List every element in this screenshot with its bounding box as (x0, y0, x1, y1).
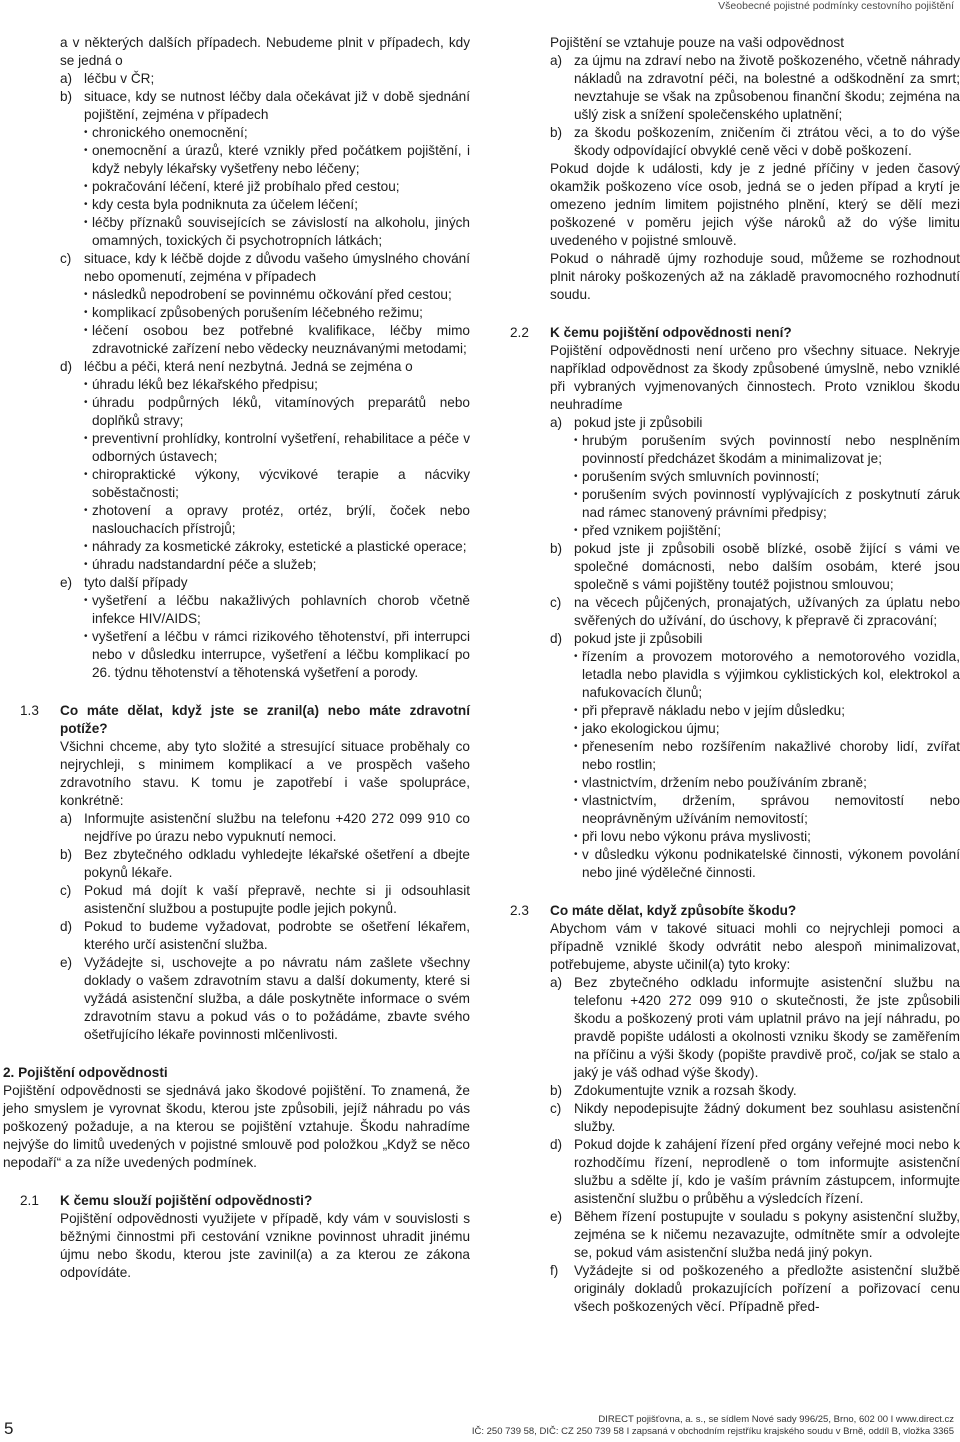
list-item: e) Vyžádejte si, uschovejte a po návratu nám zašlete všechny doklady o vašem zdravotním stavu a další dokumenty, které si vyžádá asistenční služba, a dále poskytněte informace o svém zdravotním stavu a pokud vás o to požádáme, zbavte svého ošetřujícího lékaře povinnosti mlčenlivosti. (60, 955, 470, 1042)
section-heading: K čemu slouží pojištění odpovědnosti? (60, 1193, 313, 1208)
bullet-item: • vyšetření a léčbu v rámci rizikového těhotenství, při interrupci nebo v důsledku interrupce, vyšetření a léčbu komplikací po 26. týdnu těhotenství a těhotenská vyšetření a porody. (60, 628, 470, 682)
list-item: c) situace, kdy k léčbě dojde z důvodu vašeho úmyslného chování nebo opomenutí, zejména v případech • následků nepodrobení se povinnému očkování před cestou; • komplikací způsobených porušením léčebného režimu; • léčení osobou bez potřebné kvalifikace, léčby mimo zdravotnické zařízení nebo vědecky neuznávanými metodami; (60, 250, 470, 358)
bullet-item: • v důsledku výkonu podnikatelské činnosti, výkonem povolání nebo jiné výdělečné činnosti. (550, 846, 960, 882)
list-item: a) pokud jste ji způsobili • hrubým porušením svých povinností nebo nesplněním povinností předcházet škodám a minimalizovat je; • porušením svých smluvních povinností; • porušením svých povinností vyplývajících z poskytnutí záruk nad rámec stanovený právními předpisy; • před vznikem pojištění; (550, 414, 960, 540)
list-item: d) Pokud to budeme vyžadovat, podrobte se ošetření lékařem, kterého určí asistenční služba. (60, 919, 470, 952)
section-number: 2.3 (510, 903, 529, 918)
list-item: b) Zdokumentujte vznik a rozsah škody. (550, 1083, 797, 1098)
running-header: Všeobecné pojistné podmínky cestovního pojištění (718, 0, 954, 12)
bullet-item: • onemocnění a úrazů, které vznikly před počátkem pojištění, i když nebyly lékařsky vyšetřeny nebo léčeny; (60, 142, 470, 178)
bullet-item: • kdy cesta byla podniknuta za účelem léčení; (60, 196, 470, 214)
section-text: Pojištění odpovědnosti není určeno pro všechny situace. Nekryje například odpovědnost za škody způsobené úmyslně, nebo vzniklé při vybraných vyjmenovaných činnostech. Proto vzniklou škodu neuhradíme (550, 343, 960, 412)
list-item: c) Pokud má dojít k vaší přepravě, nechte si ji odsouhlasit asistenční službou a postupujte podle jejich pokynů. (60, 883, 470, 916)
exclusion-list (60, 70, 470, 682)
footer-line: DIRECT pojišťovna, a. s., se sídlem Nové sady 996/25, Brno, 602 00 I www.direct.cz (598, 1414, 954, 1425)
bullet-item: • komplikací způsobených porušením léčebného režimu; (60, 304, 470, 322)
bullet-item: • vyšetření a léčbu nakažlivých pohlavních chorob včetně infekce HIV/AIDS; (60, 592, 470, 628)
list-item: e) Během řízení postupujte v souladu s pokyny asistenční služby, zejména se k ničemu nezavazujte, odmítněte smír a odvolejte se, pokud vám asistenční služba nedá jiný pokyn. (550, 1209, 960, 1260)
bullet-item: • úhradu nadstandardní péče a služeb; (60, 556, 470, 574)
bullet-item: • náhrady za kosmetické zákroky, estetické a plastické operace; (60, 538, 470, 556)
list-item: a) Informujte asistenční službu na telefonu +420 272 099 910 co nejdříve po úrazu nebo vypuknutí nemoci. (60, 811, 470, 844)
page-footer (0, 1406, 960, 1442)
section-heading: Co máte dělat, když způsobíte škodu? (550, 903, 797, 918)
bullet-item: • léčení osobou bez potřebné kvalifikace, léčby mimo zdravotnické zařízení nebo vědecky neuznávanými metodami; (60, 322, 470, 358)
section-heading: 2. Pojištění odpovědnosti (3, 1065, 168, 1080)
intro-paragraph: a v některých dalších případech. Nebudeme plnit v případech, kdy se jedná o (60, 35, 470, 68)
section-text: Abychom vám v takové situaci mohli co nejrychleji pomoci a případně vzniklé škody odvrátit nebo alespoň minimalizovat, potřebujeme, abyste učinil(a) tyto kroky: (550, 921, 960, 972)
section-2-2 (510, 324, 960, 882)
bullet-item: • preventivní prohlídky, kontrolní vyšetření, rehabilitace a péče v odborných ústavech; (60, 430, 470, 466)
section-number: 2.2 (510, 325, 529, 340)
section-heading: K čemu pojištění odpovědnosti není? (550, 325, 792, 340)
bullet-item: • porušením svých povinností vyplývajících z poskytnutí záruk nad rámec stanovený právními předpisy; (550, 486, 960, 522)
bullet-item: • úhradu podpůrných léků, vitamínových preparátů nebo doplňků stravy; (60, 394, 470, 430)
bullet-item: • léčby příznaků souvisejících se závislostí na alkoholu, jiných omamných, toxických či psychotropních látkách; (60, 214, 470, 250)
list-item: b) za škodu poškozením, zničením či ztrátou věci, a to do výše škody odpovídající obvyklé ceně věci v době poškození. (550, 125, 960, 158)
list-item: e) tyto další případy • vyšetření a léčbu nakažlivých pohlavních chorob včetně infekce HIV/AIDS; • vyšetření a léčbu v rámci rizikového těhotenství, při interrupci nebo v důsledku interrupce, vyšetření a léčbu komplikací po 26. týdnu těhotenství a těhotenská vyšetření a porody. (60, 574, 470, 682)
bullet-item: • vlastnictvím, držením, správou nemovitostí nebo neoprávněným užíváním nemovitostí; (550, 792, 960, 828)
list-item: c) na věcech půjčených, pronajatých, užívaných za úplatu nebo svěřených do užívání, do úschovy, k přepravě či zpracování; (550, 595, 960, 628)
paragraph: Pokud o náhradě újmy rozhoduje soud, můžeme se rozhodnout plnit nároky poškozených až na základě pravomocného rozhodnutí soudu. (550, 251, 960, 302)
section-text: Pojištění odpovědnosti se sjednává jako škodové pojištění. To znamená, že jeho smyslem je vyrovnat škodu, kterou jste způsobili, jejíž náhradu po vás poškozený požaduje, a na kterou se pojištění vztahuje. Škodu nahradíme nejvýše do limitů uvedených v pojistné smlouvě pod položkou „Když se něco nepodaří“ a za níže uvedených podmínek. (3, 1083, 470, 1170)
footer-company-info (472, 1414, 954, 1438)
bullet-item: • chronického onemocnění; (60, 124, 470, 142)
list-item: c) Nikdy nepodepisujte žádný dokument bez souhlasu asistenční služby. (550, 1101, 960, 1134)
list-item: d) léčbu a péči, která není nezbytná. Jedná se zejména o • úhradu léků bez lékařského předpisu; • úhradu podpůrných léků, vitamínových preparátů nebo doplňků stravy; • preventivní prohlídky, kontrolní vyšetření, rehabilitace a péče v odborných ústavech; • chiropraktické výkony, výcvikové terapie a nácviky soběstačnosti; • zhotovení a opravy protéz, ortéz, brýlí, čoček nebo naslouchacích přístrojů; • náhrady za kosmetické zákroky, estetické a plastické operace; • úhradu nadstandardní péče a služeb; (60, 358, 470, 574)
bullet-item: • před vznikem pojištění; (550, 522, 960, 540)
right-column (510, 34, 960, 1316)
section-1-3 (20, 702, 470, 1044)
bullet-item: • chiropraktické výkony, výcvikové terapie a nácviky soběstačnosti; (60, 466, 470, 502)
list-item: b) situace, kdy se nutnost léčby dala očekávat již v době sjednání pojištění, zejména v případech • chronického onemocnění; • onemocnění a úrazů, které vznikly před počátkem pojištění, i když nebyly lékařsky vyšetřeny nebo léčeny; • pokračování léčení, které již probíhalo před cestou; • kdy cesta byla podniknuta za účelem léčení; • léčby příznaků souvisejících se závislostí na alkoholu, jiných omamných, toxických či psychotropních látkách; (60, 88, 470, 250)
list-item: a) za újmu na zdraví nebo na životě poškozeného, včetně náhrady nákladů na zdravotní péči, na bolestné a odškodnění za smrt; nevztahuje se však na způsobenou finanční škodu; zejména na ušlý zisk a snížení společenského uplatnění; (550, 53, 960, 122)
list-item: b) Bez zbytečného odkladu vyhledejte lékařské ošetření a dbejte pokynů lékaře. (60, 847, 470, 880)
bullet-item: • přenesením nebo rozšířením nakažlivé choroby lidí, zvířat nebo rostlin; (550, 738, 960, 774)
section-2-3 (510, 902, 960, 1316)
bullet-item: • následků nepodrobení se povinnému očkování před cestou; (60, 286, 470, 304)
section-heading: Co máte dělat, když jste se zranil(a) nebo máte zdravotní potíže? (60, 703, 470, 736)
section-2 (3, 1064, 470, 1172)
list-item: d) Pokud dojde k zahájení řízení před orgány veřejné moci nebo k rozhodčímu řízení, neprodleně o tom informujte asistenční službu a sdělte jí, kdo je vaším právním zástupcem, informujte asistenční službu o průběhu a výsledcích řízení. (550, 1137, 960, 1206)
bullet-item: • porušením svých smluvních povinností; (550, 468, 960, 486)
bullet-item: • hrubým porušením svých povinností nebo nesplněním povinností předcházet škodám a minimalizovat je; (550, 432, 960, 468)
bullet-item: • zhotovení a opravy protéz, ortéz, brýlí, čoček nebo naslouchacích přístrojů; (60, 502, 470, 538)
bullet-item: • při přepravě nákladu nebo v jejím důsledku; (550, 702, 960, 720)
bullet-item: • při lovu nebo výkonu práva myslivosti; (550, 828, 960, 846)
section-intro: Všichni chceme, aby tyto složité a stresující situace proběhaly co nejrychleji, s minimem komplikací a ve prospěch vašeho zdravotního stavu. K tomu je zapotřebí i vaše spolupráce, konkrétně: (60, 739, 470, 808)
paragraph: Pokud dojde k události, kdy je z jedné příčiny v jeden časový okamžik poškozeno více osob, jedná se o jeden případ a krytí je omezeno jedním limitem pojistného plnění, který se dělí mezi poškozené v poměru jejich výše nároků až do výše limitu uvedeného v pojistné smlouvě. (550, 161, 960, 248)
list-item: b) pokud jste ji způsobili osobě blízké, osobě žijící s vámi ve společné domácnosti, nebo dalším osobám, které jsou společně s vámi pojištěny toutéž pojistnou smlouvou; (550, 541, 960, 592)
section-text: Pojištění odpovědnosti využijete v případě, kdy vám v souvislosti s běžnými činnostmi při cestování vznikne povinnost uhradit jinému újmu nebo škodu, kterou jste zavinil(a) a za kterou ze zákona odpovídáte. (60, 1211, 470, 1280)
section-2-1 (20, 1192, 470, 1282)
bullet-item: • řízením a provozem motorového a nemotorového vozidla, letadla nebo plavidla s výjimkou cyklistických kol, elektrokol a nafukovacích člunů; (550, 648, 960, 702)
intro-paragraph: Pojištění se vztahuje pouze na vaši odpovědnost (550, 35, 844, 50)
bullet-item: • vlastnictvím, držením nebo používáním zbraně; (550, 774, 960, 792)
section-number: 1.3 (20, 703, 39, 718)
list-item: f) Vyžádejte si od poškozeného a předložte asistenční službě originály dokladů prokazujících pořízení a pořizovací cenu všech poškozených věcí. Případně před- (550, 1263, 960, 1314)
bullet-item: • jako ekologickou újmu; (550, 720, 960, 738)
bullet-item: • úhradu léků bez lékařského předpisu; (60, 376, 470, 394)
footer-line: IČ: 250 739 58, DIČ: CZ 250 739 58 I zapsaná v obchodním rejstříku krajského soudu v Brně, oddíl B, vložka 3365 (471, 1426, 954, 1437)
section-number: 2.1 (20, 1193, 39, 1208)
list-item: d) pokud jste ji způsobili • řízením a provozem motorového a nemotorového vozidla, letadla nebo plavidla s výjimkou cyklistických kol, elektrokol a nafukovacích člunů; • při přepravě nákladu nebo v jejím důsledku; • jako ekologickou újmu; • přenesením nebo rozšířením nakažlivé choroby lidí, zvířat nebo rostlin; • vlastnictvím, držením nebo používáním zbraně; • vlastnictvím, držením, správou nemovitostí nebo neoprávněným užíváním nemovitostí; • při lovu nebo výkonu práva myslivosti; • v důsledku výkonu podnikatelské činnosti, výkonem povolání nebo jiné výdělečné činnosti. (550, 630, 960, 882)
bullet-item: • pokračování léčení, které již probíhalo před cestou; (60, 178, 470, 196)
page-number: 5 (4, 1419, 14, 1438)
left-column (3, 34, 470, 1282)
list-item: a) Bez zbytečného odkladu informujte asistenční službu na telefonu +420 272 099 910 o skutečnosti, že jste způsobili škodu a poškozený proti vám uplatnil právo na její náhradu, po pravdě popište události a okolnosti vzniku škody se zaměřením na příčinu a výši škody (popište pravdivě proč, co/jak se stalo a jaký je váš odhad výše škody). (550, 975, 960, 1080)
list-item: a) léčbu v ČR; (60, 71, 155, 86)
